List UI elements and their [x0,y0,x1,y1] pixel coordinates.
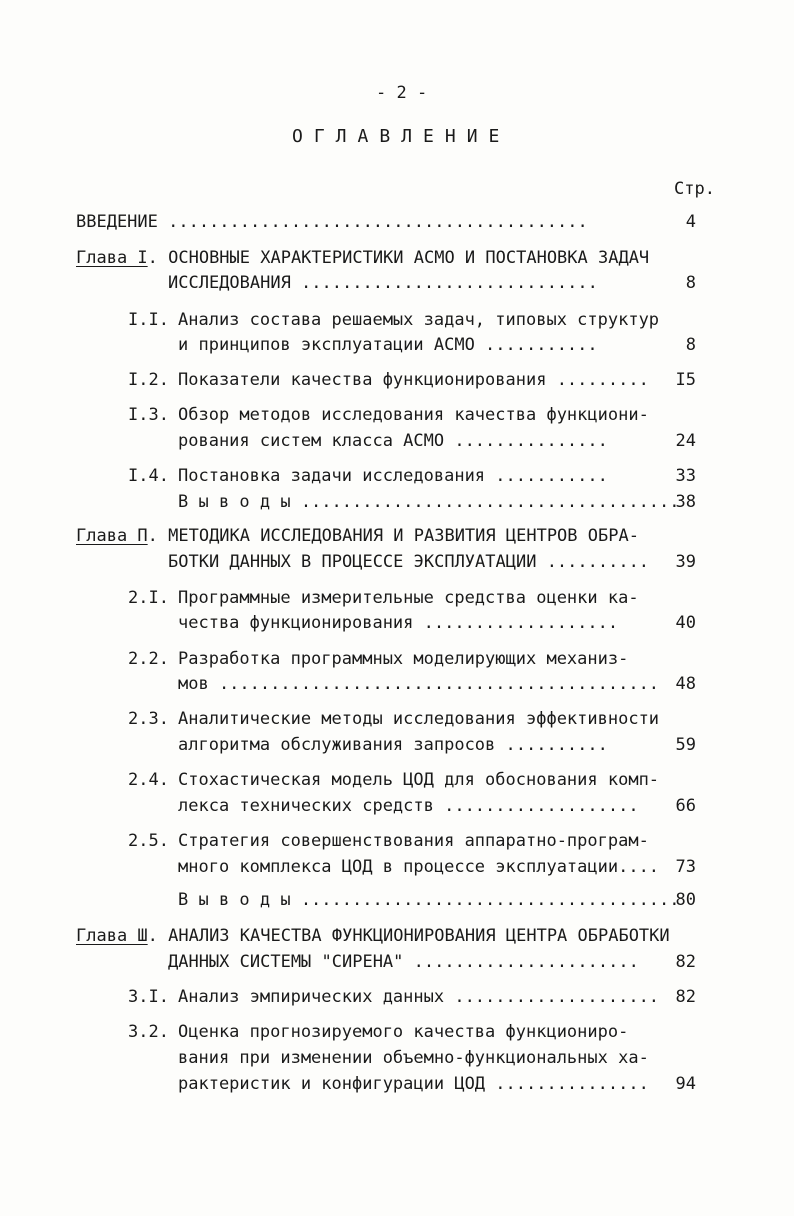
section-title-line2: мов ........................................... [178,674,660,694]
toc-page-ch2: 39 [675,552,696,572]
section-number: 2.I. [128,588,169,608]
section-title-line2: много комплекса ЦОД в процессе эксплуатации.... [178,857,660,877]
toc-chapter-1-line2: ИССЛЕДОВАНИЯ ............................. [168,273,598,293]
section-page: 94 [675,1074,696,1094]
section-number: I.4. [128,466,169,486]
section-page: 59 [675,735,696,755]
section-number: 3.2. [128,1022,169,1042]
chapter-1-title: . ОСНОВНЫЕ ХАРАКТЕРИСТИКИ АСМО И ПОСТАНОВКА ЗАДАЧ [147,248,650,268]
chapter-3-label: Глава Ш [76,926,148,946]
section-title-line1: Программные измерительные средства оценки ка- [178,588,639,608]
section-page: 8 [685,335,696,355]
toc-chapter-2-line1 [76,525,639,547]
section-title-line1: Обзор методов исследования качества функциони- [178,405,649,425]
section-title-line1: Анализ эмпирических данных .................... [178,987,660,1007]
section-title-line1: Оценка прогнозируемого качества функциониро- [178,1022,629,1042]
section-title-line1: Аналитические методы исследования эффективности [178,709,660,729]
toc-title: ОГЛАВЛЕНИЕ [292,126,511,147]
section-title-line1: Разработка программных моделирующих механиз- [178,649,629,669]
chapter-1-label: Глава I [76,248,148,268]
section-title-line1: Анализ состава решаемых задач, типовых структур [178,310,660,330]
section-title-line1: Стохастическая модель ЦОД для обоснования комп- [178,770,660,790]
page-column-header: Стр. [674,179,715,199]
section-page: 33 [675,466,696,486]
section-page: 40 [675,613,696,633]
section-title-line2: и принципов эксплуатации АСМО ........... [178,335,598,355]
toc-page-ch1: 8 [685,273,696,293]
section-number: I.3. [128,405,169,425]
toc-page-intro: 4 [685,212,696,232]
section-number: 2.4. [128,770,169,790]
toc-page-ch3: 82 [675,952,696,972]
conclusions-ch2-page: 80 [675,890,696,910]
section-title-line2: лекса технических средств ................... [178,796,639,816]
section-title-line1: Показатели качества функционирования ......... [178,370,649,390]
section-page: 24 [675,431,696,451]
toc-chapter-3-line1 [76,925,670,947]
chapter-2-label: Глава П [76,526,148,546]
section-page: 48 [675,674,696,694]
toc-chapter-3-line2: ДАННЫХ СИСТЕМЫ "СИРЕНА" ...................... [168,952,639,972]
section-title-line2: вания при изменении объемно-функциональных ха- [178,1048,649,1068]
section-page: 66 [675,796,696,816]
section-number: 2.3. [128,709,169,729]
section-title-line2: рования систем класса АСМО ............... [178,431,608,451]
section-title-line2: алгоритма обслуживания запросов .......... [178,735,608,755]
chapter-2-title: . МЕТОДИКА ИССЛЕДОВАНИЯ И РАЗВИТИЯ ЦЕНТРОВ ОБРА- [147,526,639,546]
toc-entry-intro: ВВЕДЕНИЕ ......................................... [76,212,588,232]
section-number: I.I. [128,310,169,330]
section-page: I5 [675,370,696,390]
page-number: - 2 - [376,83,428,103]
section-number: 2.2. [128,649,169,669]
toc-chapter-2-line2: БОТКИ ДАННЫХ В ПРОЦЕССЕ ЭКСПЛУАТАЦИИ .......... [168,552,650,572]
conclusions-ch2: В ы в о д ы ..................................... [178,890,680,910]
conclusions-ch1: В ы в о д ы ..................................... [178,492,680,512]
section-title-line3: рактеристик и конфигурации ЦОД ............... [178,1074,649,1094]
toc-chapter-1-line1 [76,247,649,269]
section-page: 82 [675,987,696,1007]
chapter-3-title: . АНАЛИЗ КАЧЕСТВА ФУНКЦИОНИРОВАНИЯ ЦЕНТРА ОБРАБОТКИ [147,926,670,946]
section-title-line2: чества функционирования ................... [178,613,619,633]
conclusions-ch1-page: 38 [675,492,696,512]
section-number: 2.5. [128,831,169,851]
section-page: 73 [675,857,696,877]
section-title-line1: Стратегия совершенствования аппаратно-програм- [178,831,649,851]
section-number: 3.I. [128,987,169,1007]
section-number: I.2. [128,370,169,390]
section-title-line1: Постановка задачи исследования ........... [178,466,608,486]
